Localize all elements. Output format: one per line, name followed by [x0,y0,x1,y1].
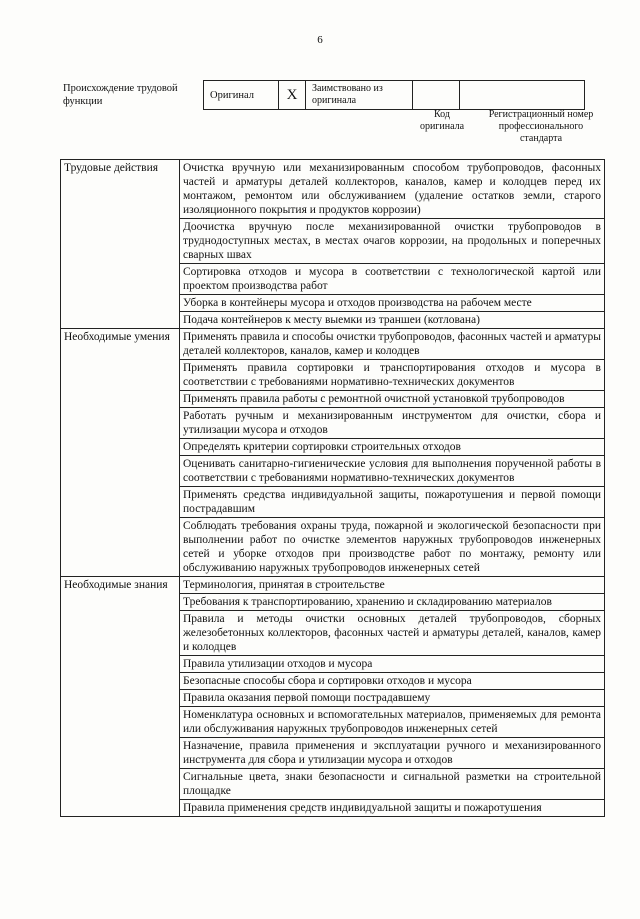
section-item: Терминология, принятая в строительстве [180,577,605,594]
section-item: Доочистка вручную после механизированной очистки трубопроводов в труднодоступных местах, в местах очагов коррозии, на продольных и поперечных сварных швах [180,219,605,264]
section-item: Очистка вручную или механизированным способом трубопроводов, фасонных частей и арматуры деталей коллекторов, каналов, камер и колодцев перед их монтажом, ремонтом или обслуживанием (удаление остатков земли, старого изоляционного покрытия и продуктов коррозии) [180,160,605,219]
origin-mark-cell: X [279,81,306,110]
origin-label: Происхождение трудовой функции [63,83,178,107]
section-title: Необходимые умения [61,329,180,577]
section-item: Оценивать санитарно-гигиенические условия для выполнения порученной работы в соответствии с требованиями нормативно-технических документов [180,456,605,487]
origin-borrowed-cell: Заимствовано из оригинала [306,81,413,110]
origin-table [203,80,585,110]
section-item: Применять правила сортировки и транспортирования отходов и мусора в соответствии с требованиями нормативно-технических документов [180,360,605,391]
labor-function-table [60,159,605,817]
section-item: Номенклатура основных и вспомогательных материалов, применяемых для ремонта или обслуживания наружных трубопроводов инженерных сетей [180,707,605,738]
origin-original-cell: Оригинал [204,81,279,110]
section-title: Трудовые действия [61,160,180,329]
origin-empty-cell [413,81,460,110]
section-item: Правила и методы очистки основных деталей трубопроводов, сборных железобетонных коллекторов, фасонных частей и арматуры деталей, каналов, камер и колодцев [180,611,605,656]
table-row [61,577,605,594]
section-item: Назначение, правила применения и эксплуатации ручного и механизированного инструмента для сбора и утилизации мусора и отходов [180,738,605,769]
section-item: Уборка в контейнеры мусора и отходов производства на рабочем месте [180,295,605,312]
table-row [61,160,605,219]
section-item: Безопасные способы сбора и сортировки отходов и мусора [180,673,605,690]
registration-caption: Регистрационный номер профессионального стандарта [488,109,594,144]
section-item: Правила оказания первой помощи пострадавшему [180,690,605,707]
section-item: Соблюдать требования охраны труда, пожарной и экологической безопасности при выполнении работ по очистке элементов наружных трубопроводов инженерных сетей и уборке отходов при производстве работ по монтажу, ремонту или обслуживанию наружных трубопроводов инженерных сетей [180,518,605,577]
section-item: Требования к транспортированию, хранению и складированию материалов [180,594,605,611]
section-item: Определять критерии сортировки строительных отходов [180,439,605,456]
section-item: Сортировка отходов и мусора в соответствии с технологической картой или проектом производства работ [180,264,605,295]
page-number: 6 [317,34,323,46]
table-row [61,329,605,360]
section-item: Применять правила работы с ремонтной очистной установкой трубопроводов [180,391,605,408]
section-item: Сигнальные цвета, знаки безопасности и сигнальной разметки на строительной площадке [180,769,605,800]
section-item: Правила применения средств индивидуальной защиты и пожаротушения [180,800,605,817]
origin-empty-cell [460,81,585,110]
section-item: Применять средства индивидуальной защиты, пожаротушения и первой помощи пострадавшим [180,487,605,518]
section-item: Подача контейнеров к месту выемки из траншеи (котлована) [180,312,605,329]
section-item: Правила утилизации отходов и мусора [180,656,605,673]
code-caption: Код оригинала [419,109,465,132]
section-item: Применять правила и способы очистки трубопроводов, фасонных частей и арматуры деталей коллекторов, каналов, камер и колодцев [180,329,605,360]
section-item: Работать ручным и механизированным инструментом для очистки, сбора и утилизации мусора и отходов [180,408,605,439]
section-title: Необходимые знания [61,577,180,817]
